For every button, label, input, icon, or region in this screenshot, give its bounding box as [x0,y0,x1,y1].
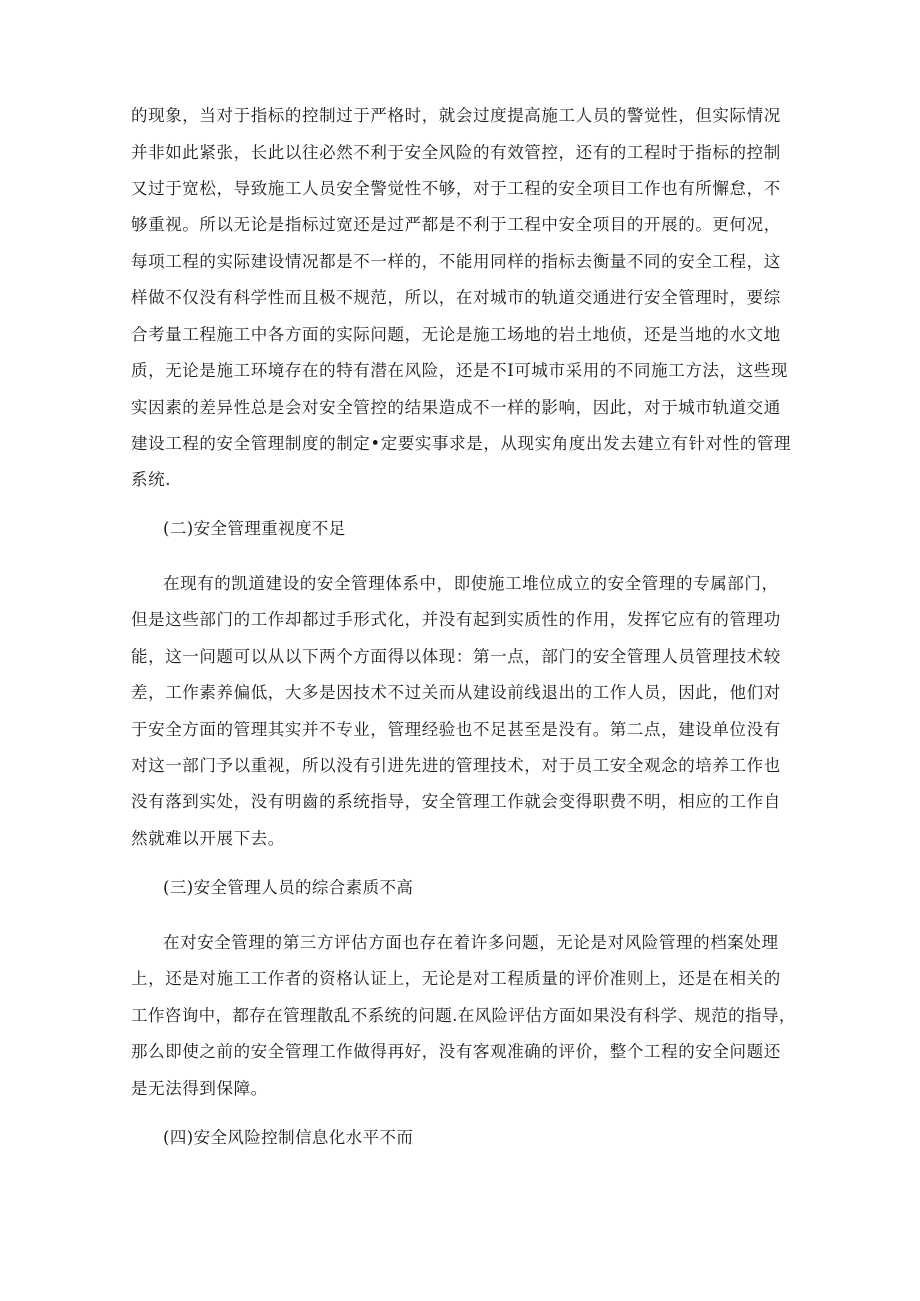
paragraph-2-line: 然就难以开展下去。 [131,829,285,848]
paragraph-3-line: 上，还是对施工工作者的资格认证上，无论是对工程质量的评价准则上，还是在相关的 [131,969,781,988]
paragraph-3-line: 工作咨询中，都存在管理散乱不系统的问题.在风险评估方面如果没有科学、规范的指导， [131,1006,796,1025]
paragraph-3-line: 是无法得到保障。 [131,1079,268,1098]
paragraph-1-line: 系统. [131,470,172,489]
paragraph-2-line: 没有落到实处，没有明齒的系统指导，安全管理工作就会变得职费不明，相应的工作自 [131,792,781,811]
paragraph-1-line: 每项工程的实际建设情况都是不一样的，不能用同样的指标去衡量不同的安全工程，这 [131,252,781,271]
paragraph-1-line: 建设工程的安全管理制度的制定•定要实事求是，从现实角度出发去建立有针对性的管理 [131,434,792,453]
paragraph-1-line: 够重视。所以无论是指标过宽还是过严都是不利于工程中安全项目的开展的。更何况， [131,215,781,234]
paragraph-3-line: 在对安全管理的第三方评估方面也存在着许多问题，无论是对风险管理的档案处理 [163,933,779,952]
paragraph-2-line: 能，这一问题可以从以下两个方面得以体现：第一点，部门的安全管理人员管理技术较 [131,647,781,666]
paragraph-2-line: 于安全方面的管理其实并不专业，管理经验也不足甚至是没有。第二点，建设单位没有 [131,720,781,739]
paragraph-2-line: 差，工作素养偏低，大多是因技术不过关而从建设前线退出的工作人员，因此，他们对 [131,683,781,702]
paragraph-1-line: 质，无论是施工环境存在的特有潜在风险，还是不I可城市采用的不同施工方法，这些现 [131,361,788,380]
paragraph-1-line: 的现象，当对于指标的控制过于严格时，就会过度提高施工人员的警觉性，但实际情况 [131,106,781,125]
section-heading-4: (四)安全风险控制信息化水平不而 [163,1128,414,1147]
section-heading-2: (二)安全管理重视度不足 [163,519,346,538]
section-heading-3: (三)安全管理人员的综合素质不高 [163,878,414,897]
paragraph-3-line: 那么即使之前的安全管理工作做得再好，没有客观准确的评价，整个工程的安全问题还 [131,1042,781,1061]
paragraph-1-line: 实因素的差异性总是会对安全管控的结果造成不一样的影响，因此，对于城市轨道交通 [131,398,781,417]
paragraph-2-line: 在现有的凯道建设的安全管理体系中，即使施工堆位成立的安全管理的专属部门， [163,574,779,593]
paragraph-2-line: 但是这些部门的工作却都过手形式化，并没有起到实质性的作用，发挥它应有的管理功 [131,610,781,629]
paragraph-1-line: 合考量工程施工中各方面的实际问题，无论是施工场地的岩土地侦，还是当地的水文地 [131,325,781,344]
paragraph-1-line: 又过于宽松，导致施工人员安全警觉性不够，对于工程的安全项目工作也有所懈怠，不 [131,179,781,198]
paragraph-2-line: 对这一部门予以重视，所以没有引进先进的管理技术，对于员工安全观念的培养工作也 [131,756,781,775]
paragraph-1-line: 并非如此紧张，长此以往必然不利于安全风险的有效管控，还有的工程时于指标的控制 [131,143,781,162]
paragraph-1-line: 样做不仅没有科学性而且极不规范，所以，在对城市的轨道交通进行安全管理时，要综 [131,288,781,307]
